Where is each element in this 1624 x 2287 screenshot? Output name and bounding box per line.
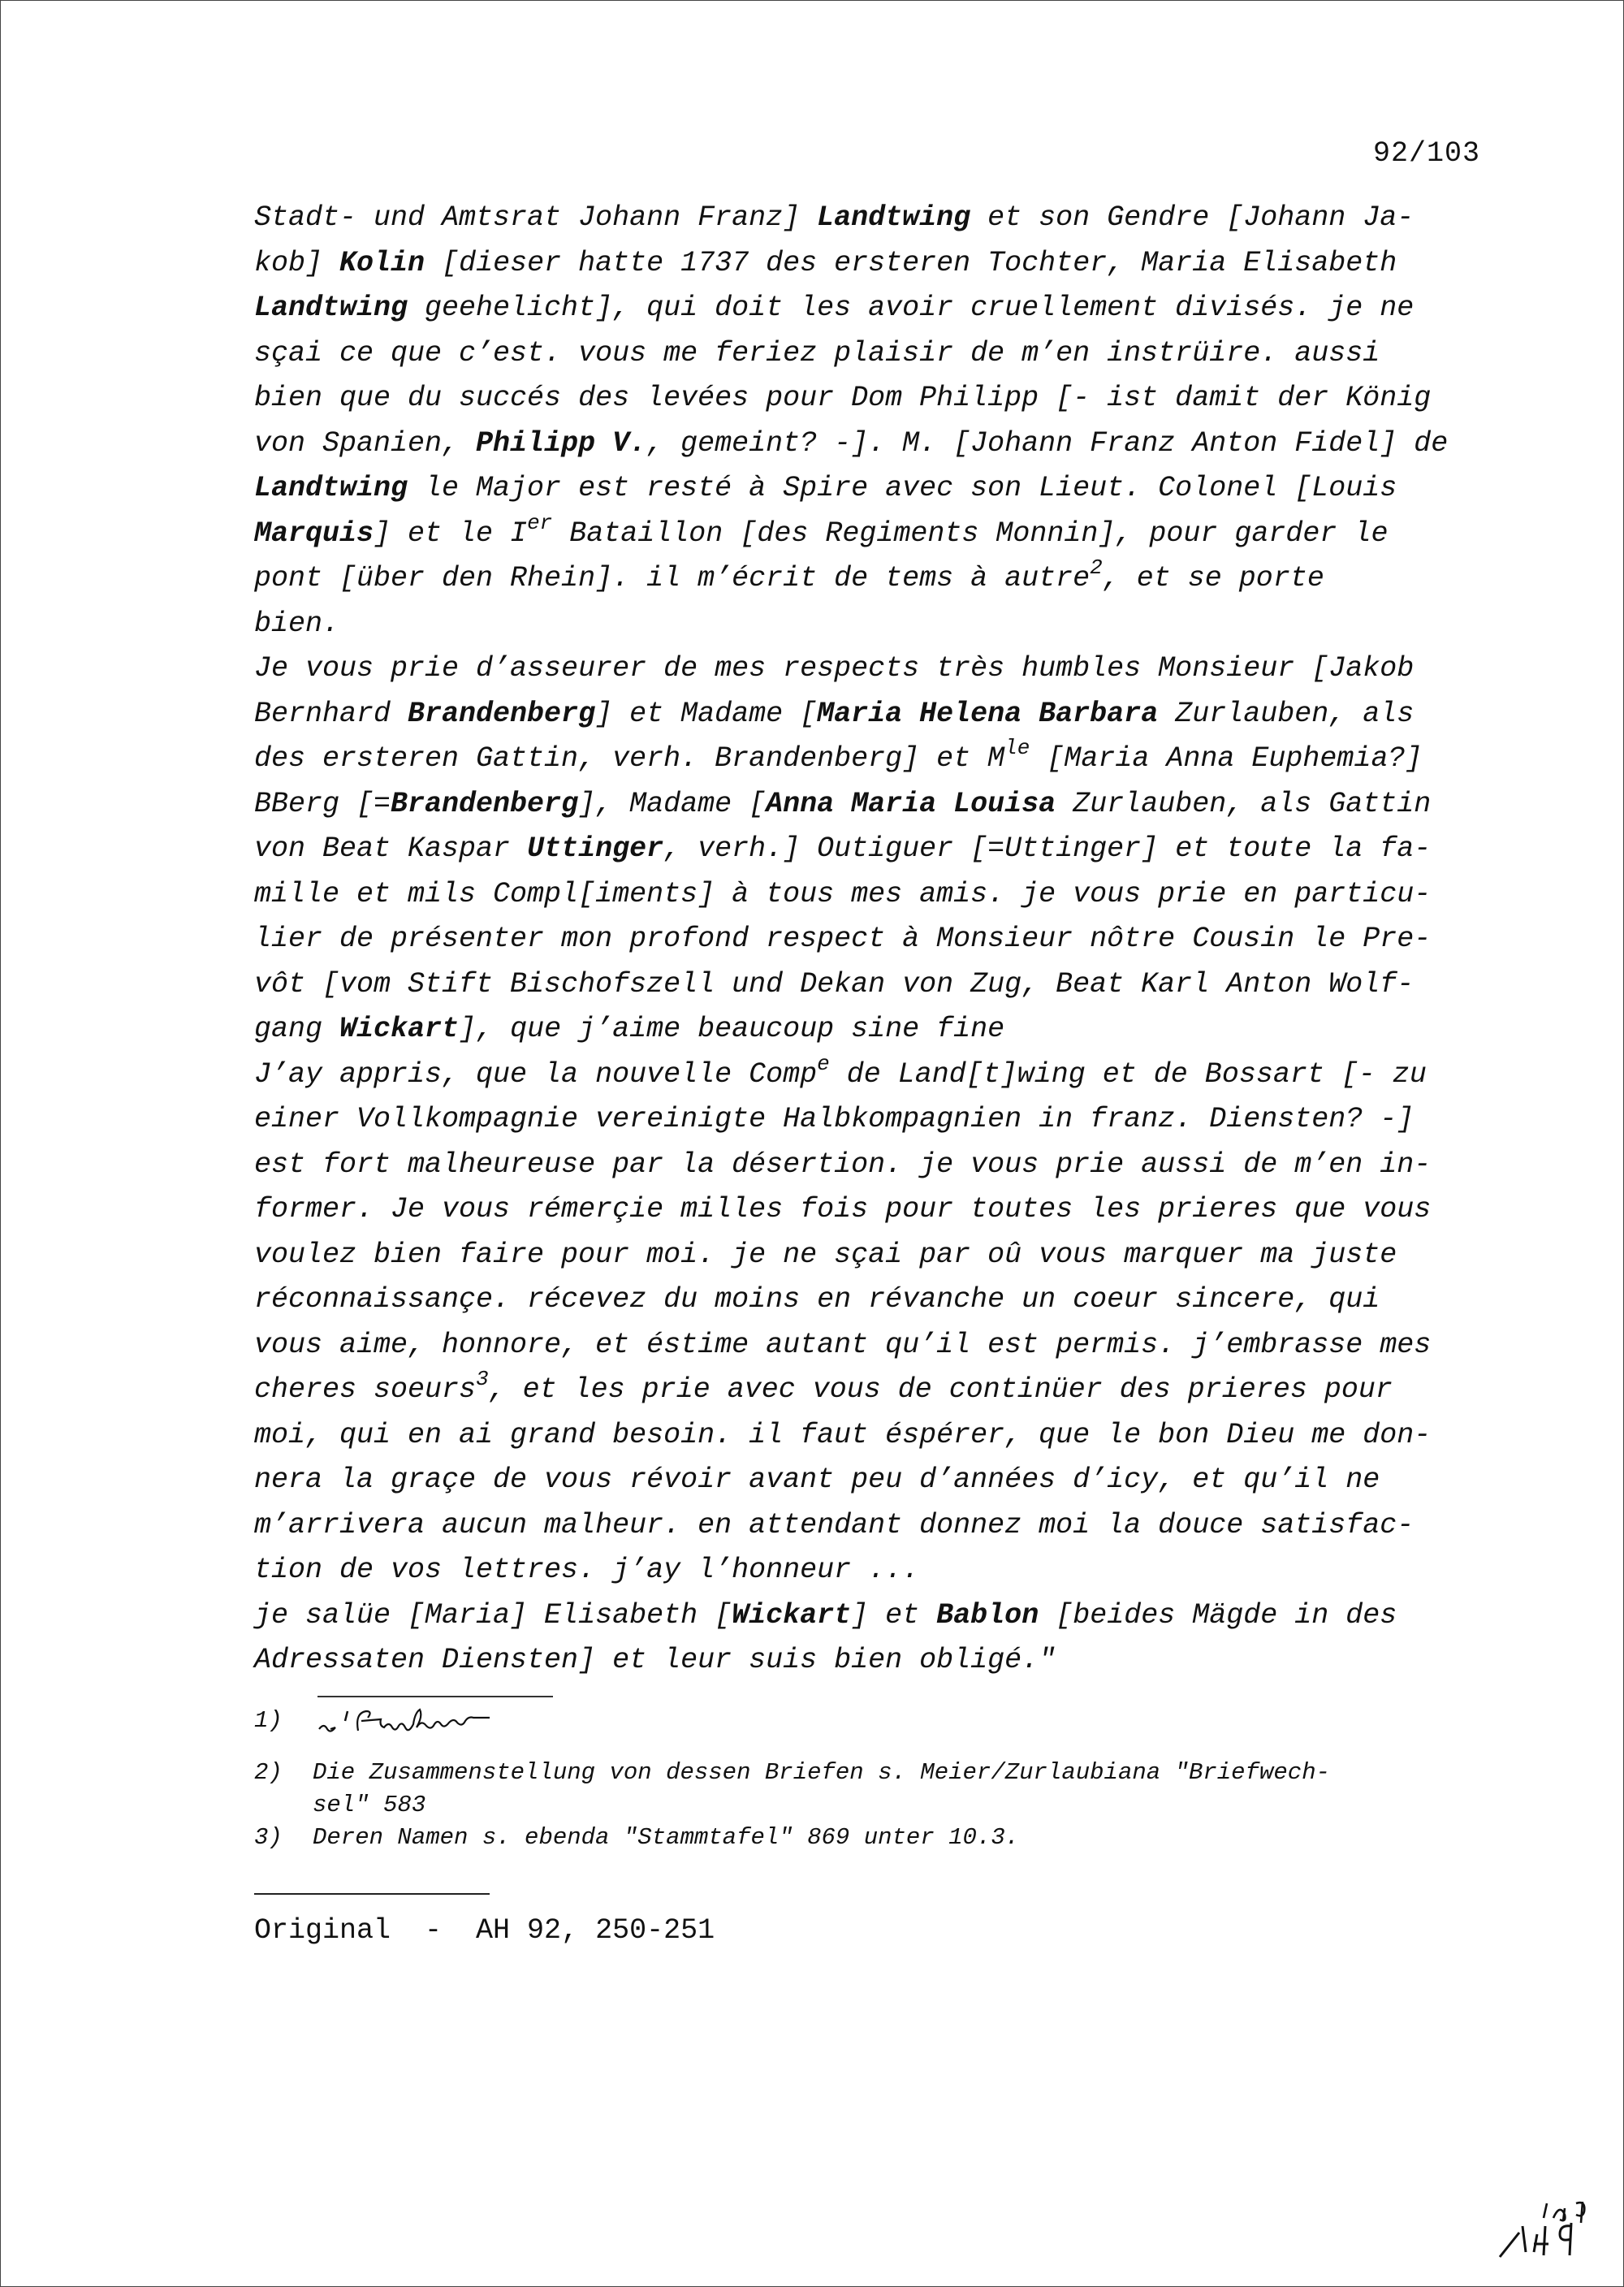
text-run: vous aime, honnore, et éstime autant qu’il est permis. j’embrasse mes — [254, 1328, 1432, 1361]
text-run: , verh.] Outiguer [=Uttinger] et toute la fa- — [663, 832, 1432, 865]
text-line — [254, 1233, 1521, 1278]
text-run: je salüe [Maria] Elisabeth [ — [254, 1598, 732, 1632]
text-line — [254, 602, 1521, 647]
superscript: e — [817, 1051, 830, 1076]
handwritten-signature-image — [313, 1697, 564, 1745]
footnote-line: sel" 583 — [313, 1792, 426, 1818]
text-run: réconnaissançe. récevez du moins en révanche un coeur sincere, qui — [254, 1283, 1380, 1316]
letter-body-text — [254, 196, 1521, 1684]
footnote-number: 3) — [254, 1824, 283, 1851]
text-line — [254, 1278, 1521, 1323]
text-line — [254, 1323, 1521, 1368]
text-run: ] et le I — [374, 517, 528, 550]
bold-name: Philipp V. — [476, 426, 647, 460]
text-run: kob] — [254, 246, 340, 279]
text-line — [254, 422, 1521, 467]
text-run: mille et mils Compl[iments] à tous mes amis. je vous prie en particu- — [254, 877, 1432, 910]
text-line — [254, 286, 1521, 331]
text-line — [254, 1053, 1521, 1098]
text-run: [dieser hatte 1737 des ersteren Tochter, Maria Elisabeth — [425, 246, 1397, 279]
text-line — [254, 1638, 1521, 1684]
text-run: former. Je vous rémerçie milles fois pour toutes les prieres que vous — [254, 1193, 1432, 1226]
text-run: Zurlauben, als Gattin — [1056, 787, 1432, 820]
footnote-2 — [254, 1757, 1521, 1822]
text-line — [254, 737, 1521, 782]
text-run: des ersteren Gattin, verh. Brandenberg] et M — [254, 742, 1005, 775]
text-run: von Spanien, — [254, 426, 477, 460]
text-line — [254, 827, 1521, 872]
bold-name: Landtwing — [254, 472, 408, 504]
text-run: einer Vollkompagnie vereinigte Halbkompagnien in franz. Diensten? -] — [254, 1103, 1415, 1135]
footnotes — [254, 1701, 1521, 1854]
text-line — [254, 1143, 1521, 1188]
text-run: ], Madame [ — [578, 787, 767, 820]
text-run: lier de présenter mon profond respect à Monsieur nôtre Cousin le Pre- — [254, 923, 1432, 955]
text-run: Bataillon [des Regiments Monnin], pour garder le — [552, 517, 1389, 550]
text-line — [254, 1458, 1521, 1503]
text-run: Zurlauben, als — [1158, 697, 1415, 730]
text-run: Stadt- und Amtsrat Johann Franz] — [254, 201, 818, 234]
bold-name: Brandenberg — [391, 787, 579, 820]
superscript: er — [527, 510, 553, 535]
text-line — [254, 1007, 1521, 1053]
text-line — [254, 466, 1521, 512]
text-line — [254, 1187, 1521, 1233]
footnote-line: Die Zusammenstellung von dessen Briefen s. Meier/Zurlaubiana "Briefwech- — [313, 1759, 1331, 1786]
text-line — [254, 692, 1521, 737]
bold-name: Wickart — [732, 1598, 852, 1632]
text-run: gang — [254, 1013, 340, 1045]
text-run: J’ay appris, que la nouvelle Comp — [254, 1057, 818, 1091]
original-reference-rule — [254, 1893, 490, 1895]
footnote-line: Deren Namen s. ebenda "Stammtafel" 869 unter 10.3. — [313, 1824, 1020, 1851]
text-run: , gemeint? -]. M. [Johann Franz Anton Fidel] de — [646, 426, 1449, 460]
text-run: bien. — [254, 607, 340, 640]
handwritten-folio-number-image — [1495, 2194, 1600, 2267]
bold-name: Landtwing — [254, 292, 408, 324]
text-line — [254, 1413, 1521, 1459]
text-line — [254, 1593, 1521, 1639]
text-line — [254, 241, 1521, 287]
text-run: bien que du succés des levées pour Dom Philipp [- ist damit der König — [254, 382, 1432, 414]
footnote-number: 1) — [254, 1707, 283, 1734]
original-reference: Original - AH 92, 250-251 — [254, 1914, 715, 1947]
text-line — [254, 376, 1521, 422]
footnote-3 — [254, 1822, 1521, 1854]
page-number: 92/103 — [1373, 137, 1481, 170]
text-line — [254, 917, 1521, 962]
bold-name: Brandenberg — [408, 697, 596, 730]
text-run: pont [über den Rhein]. il m’écrit de tems à autre — [254, 562, 1091, 594]
bold-name: Kolin — [339, 246, 425, 279]
bold-name: Uttinger — [527, 832, 664, 865]
text-run: ] et — [851, 1598, 937, 1632]
text-line — [254, 646, 1521, 692]
text-line — [254, 782, 1521, 828]
bold-name: Landtwing — [817, 201, 971, 234]
text-run: nera la graçe de vous révoir avant peu d’années d’icy, et qu’il ne — [254, 1463, 1380, 1496]
text-run: voulez bien faire pour moi. je ne sçai par oû vous marquer ma juste — [254, 1238, 1397, 1271]
text-run: le Major est resté à Spire avec son Lieut. Colonel [Louis — [408, 472, 1397, 504]
superscript: 2 — [1090, 556, 1103, 580]
text-run: ] et Madame [ — [595, 697, 818, 730]
text-run: et son Gendre [Johann Ja- — [970, 201, 1415, 234]
text-line — [254, 962, 1521, 1008]
text-line — [254, 1503, 1521, 1549]
text-run: Adressaten Diensten] et leur suis bien obligé." — [254, 1644, 1056, 1676]
text-run: m’arrivera aucun malheur. en attendant donnez moi la douce satisfac- — [254, 1508, 1415, 1541]
bold-name: Wickart — [339, 1013, 460, 1045]
bold-name: Anna Maria Louisa — [766, 787, 1056, 820]
bold-name: Bablon — [936, 1598, 1039, 1632]
text-run: Je vous prie d’asseurer de mes respects très humbles Monsieur [Jakob — [254, 652, 1415, 685]
text-run: geehelicht], qui doit les avoir cruellement divisés. je ne — [408, 292, 1415, 324]
text-line — [254, 512, 1521, 557]
text-line — [254, 331, 1521, 377]
text-run: de Land[t]wing et de Bossart [- zu — [829, 1057, 1427, 1091]
text-run: BBerg [= — [254, 787, 391, 820]
bold-name: Maria Helena Barbara — [817, 697, 1159, 730]
text-run: sçai ce que c’est. vous me feriez plaisir de m’en instrüire. aussi — [254, 336, 1380, 370]
superscript: 3 — [476, 1367, 489, 1391]
text-line — [254, 1368, 1521, 1413]
text-run: [beides Mägde in des — [1039, 1598, 1397, 1632]
text-line — [254, 556, 1521, 602]
text-run: ], que j’aime beaucoup sine fine — [459, 1013, 1005, 1045]
text-line — [254, 1548, 1521, 1593]
text-line — [254, 872, 1521, 918]
text-run: cheres soeurs — [254, 1373, 477, 1406]
text-run: est fort malheureuse par la désertion. je vous prie aussi de m’en in- — [254, 1148, 1432, 1181]
text-run: Bernhard — [254, 697, 408, 730]
footnote-number: 2) — [254, 1759, 283, 1786]
text-run: , et se porte — [1102, 562, 1324, 594]
text-run: von Beat Kaspar — [254, 832, 528, 865]
text-run: vôt [vom Stift Bischofszell und Dekan von Zug, Beat Karl Anton Wolf- — [254, 967, 1415, 1001]
text-run: tion de vos lettres. j’ay l’honneur ... — [254, 1554, 920, 1586]
superscript: le — [1004, 736, 1030, 760]
text-run: [Maria Anna Euphemia?] — [1030, 742, 1423, 775]
text-line — [254, 1097, 1521, 1143]
text-line — [254, 196, 1521, 241]
text-run: , et les prie avec vous de continüer des prieres pour — [488, 1373, 1393, 1406]
bold-name: Marquis — [254, 517, 374, 550]
footnote-1 — [254, 1701, 1521, 1744]
text-run: moi, qui en ai grand besoin. il faut éspérer, que le bon Dieu me don- — [254, 1418, 1432, 1451]
